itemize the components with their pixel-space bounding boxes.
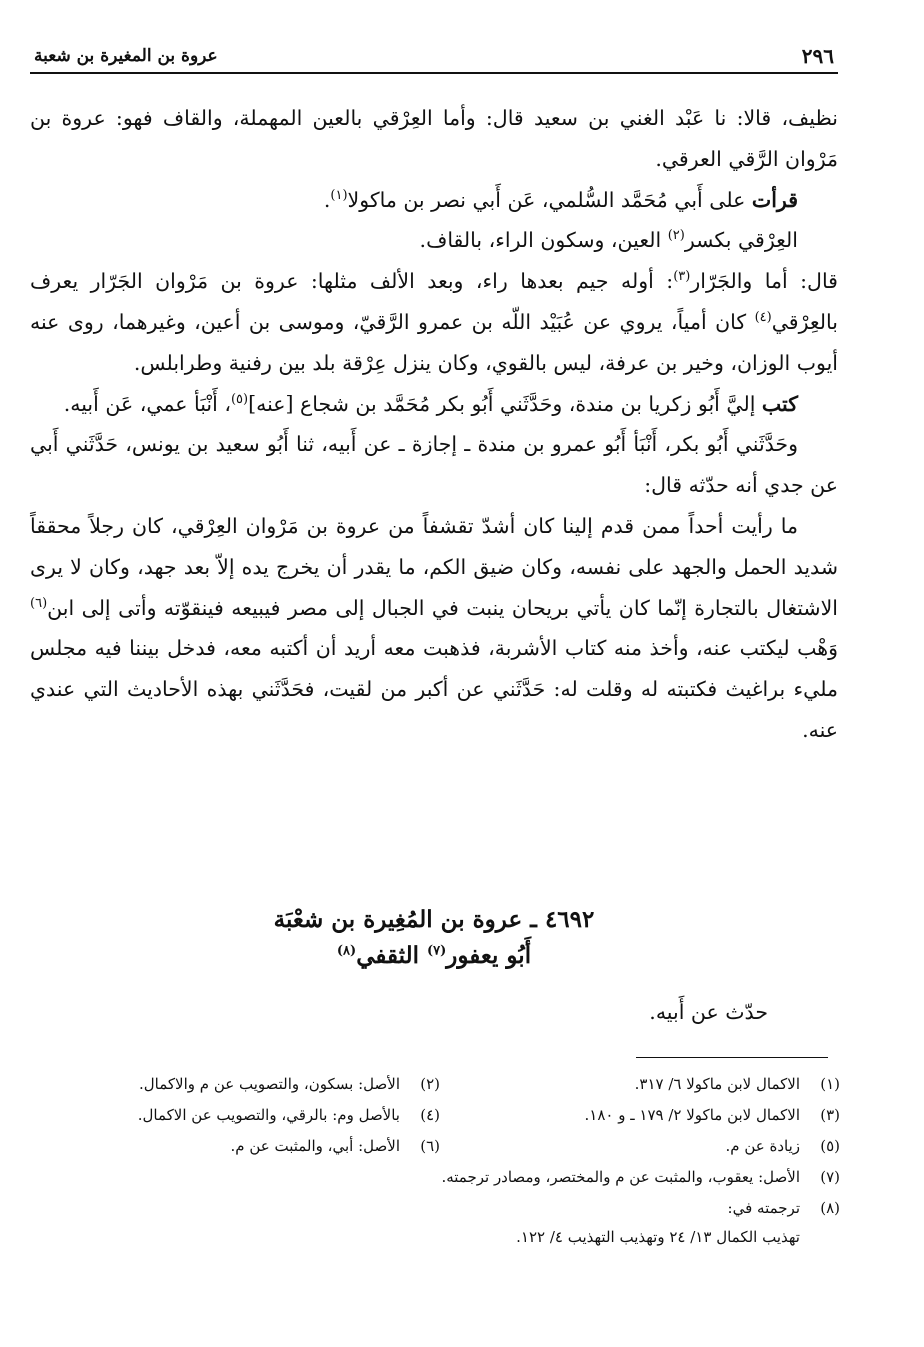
entry-title: ٤٦٩٢ ـ عروة بن المُغِيرة بن شعْبَة	[273, 906, 595, 933]
paragraph-text: العِرْقي بكسر	[684, 228, 798, 253]
paragraph-text: قال: أما والجَرّار	[690, 269, 838, 294]
footnote-ref[interactable]: (٣)	[673, 269, 691, 285]
footnote-divider	[636, 1057, 828, 1058]
entry-heading	[30, 902, 838, 974]
running-title: عروة بن المغيرة بن شعبة	[34, 46, 218, 66]
footnote-ref[interactable]: (٧)	[426, 943, 447, 959]
paragraph-text: .	[323, 187, 331, 212]
footnote-6: (٦) الأصل: أبي، والمثبت عن م.	[230, 1136, 440, 1155]
page-header	[30, 38, 838, 74]
main-text	[30, 98, 838, 751]
entry-subtitle: أَبُو يعفور$^{(٧)}$ الثقفي$^{(٨)}$	[336, 942, 532, 969]
paragraph-6: وحَدَّثَني أَبُو بكر، أَنْبَأ أَبُو عمرو بن مندة ـ إجازة ـ عن أَبيه، ثنا أَبُو سعيد بن يونس، حَدَّثَني أَبي عن جدي أنه حدّثه قال:	[30, 432, 838, 498]
paragraph-5	[30, 384, 838, 425]
footnote-row	[40, 1161, 840, 1192]
footnote-ref[interactable]: (٤)	[754, 310, 772, 326]
paragraph-text: على أَبي مُحَمَّد السُّلمي، عَن أَبي نصر بن ماكولا	[347, 187, 752, 212]
paragraph-text: : أوله جيم بعدها راء، وبعد الألف مثلها: عروة بن مَرْوان الجَرّار يعرف بالعِرْقي	[30, 269, 838, 334]
lead-word: كتب	[761, 391, 798, 416]
paragraph-3	[30, 220, 838, 261]
page-number: ٢٩٦	[801, 44, 834, 68]
footnote-row	[40, 1099, 840, 1130]
footnote-5: (٥) زيادة عن م.	[725, 1136, 840, 1155]
paragraph-4	[30, 261, 838, 383]
footnote-ref[interactable]: (٨)	[336, 943, 357, 959]
footnote-2: (٢) الأصل: بسكون، والتصويب عن م والاكمال.	[139, 1074, 440, 1093]
footnote-ref[interactable]: (٥)	[230, 391, 249, 407]
footnote-ref[interactable]: (٦)	[30, 595, 48, 611]
entry-text: حدّث عن أَبيه.	[649, 1000, 768, 1024]
footnote-3: (٣) الاكمال لابن ماكولا ٢/ ١٧٩ ـ و ١٨٠.	[584, 1105, 840, 1124]
paragraph-text: ما رأيت أحداً ممن قدم إلينا كان أشدّ تقشفاً من عروة بن مَرْوان العِرْقي، كان رجلاً محققاً شديد الحمل والجهد على نفسه، وكان ضيق الكم، ما يقدر أن يخرج يده إلاّ بعد جهد، وكان لا يرى الاشتغال بالتجارة إنّما كان يأتي بريحان ينبت في الجبال إلى مصر فيبيعه فينقوّته وأتى إلى ابن	[30, 513, 838, 620]
paragraph-text: إليَّ أَبُو زكريا بن مندة، وحَدَّثَني أَبُو بكر مُحَمَّد بن شجاع [عنه]	[248, 391, 762, 416]
paragraph-1: نظيف، قالا: نا عَبْد الغني بن سعيد قال: وأما العِرْقي بالعين المهملة، والقاف فهو: عروة بن مَرْوان الرَّقي العرقي.	[30, 106, 838, 171]
paragraph-2	[30, 180, 838, 221]
footnote-row	[40, 1130, 840, 1161]
footnote-ref[interactable]: (٢)	[667, 228, 685, 244]
entry-body	[30, 1000, 838, 1024]
footnote-ref[interactable]: (١)	[330, 187, 348, 203]
lead-word: قرأت	[751, 187, 798, 212]
paragraph-text: وَهْب ليكتب عنه، وأخذ منه كتاب الأشربة، فذهبت معه أريد أن أكتبه معه، فدخل بيننا فيه مجلس مليء براغيث فكتبته له وقلت له: حَدَّثَني عن أكبر من لقيت، فحَدَّثَني بهذه الأحاديث التي عندي عنه.	[30, 636, 838, 742]
footnote-row	[40, 1192, 840, 1223]
paragraph-text: ، أَنْبَأ عمي، عَن أَبيه.	[63, 391, 231, 416]
footnote-8: (٨) ترجمته في:	[727, 1198, 840, 1217]
footnotes	[40, 1068, 840, 1251]
footnote-1: (١) الاكمال لابن ماكولا ٦/ ٣١٧.	[634, 1074, 840, 1093]
paragraph-7	[30, 506, 838, 751]
footnote-4: (٤) بالأصل وم: بالرقي، والتصويب عن الاكمال.	[137, 1105, 440, 1124]
footnote-row	[40, 1068, 840, 1099]
paragraph-text: كان أمياً، يروي عن عُبَيْد اللّه بن عمرو الرَّقيّ، وموسى بن أعين، وغيرهما، روى عنه أيوب الوزان، وخير بن عرفة، ليس بالقوي، وكان ينزل عِرْقة بلد بين رفنية وطرابلس.	[30, 309, 838, 375]
paragraph-text: العين، وسكون الراء، بالقاف.	[419, 228, 668, 253]
footnote-8-continuation: تهذيب الكمال ١٣/ ٢٤ وتهذيب التهذيب ٤/ ١٢٢.	[516, 1228, 800, 1246]
footnote-7: (٧) الأصل: يعقوب، والمثبت عن م والمختصر، ومصادر ترجمته.	[441, 1167, 840, 1186]
